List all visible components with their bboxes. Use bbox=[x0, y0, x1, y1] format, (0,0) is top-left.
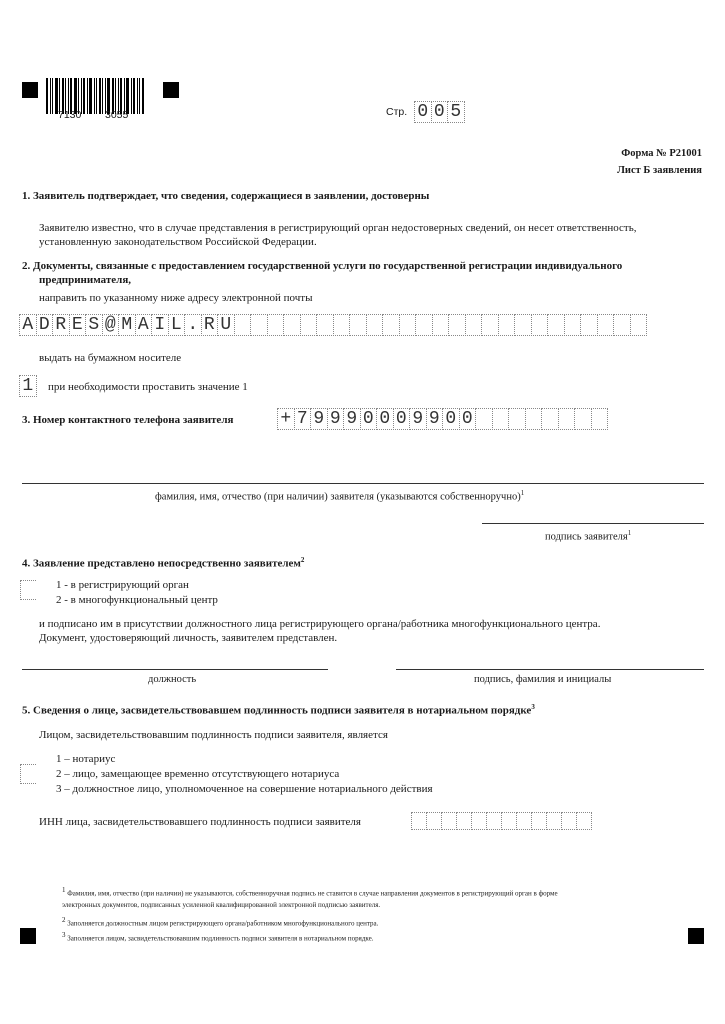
email-char-cell[interactable] bbox=[580, 314, 598, 336]
email-char-cell[interactable] bbox=[382, 314, 400, 336]
email-char-cell[interactable]: @ bbox=[102, 314, 120, 336]
position-caption: должность bbox=[148, 674, 197, 685]
phone-char-cell[interactable]: 0 bbox=[459, 408, 477, 430]
email-char-cell[interactable] bbox=[300, 314, 318, 336]
inn-field[interactable] bbox=[411, 812, 591, 830]
section-4-title: 4. Заявление представлено непосредственно заявителем$^2$ bbox=[22, 556, 305, 570]
phone-char-cell[interactable]: 0 bbox=[442, 408, 460, 430]
section-5-option-2: 2 – лицо, замещающее временно отсутствующего нотариуса bbox=[56, 768, 340, 780]
registration-marker-bottom-left bbox=[20, 928, 36, 944]
email-char-cell[interactable] bbox=[399, 314, 417, 336]
email-char-cell[interactable] bbox=[465, 314, 483, 336]
email-char-cell[interactable]: S bbox=[85, 314, 103, 336]
page-label: Стр. bbox=[386, 106, 408, 118]
barcode-bar bbox=[131, 78, 132, 114]
barcode-bar bbox=[94, 78, 95, 114]
inn-char-cell[interactable] bbox=[546, 812, 562, 830]
official-signature-line bbox=[396, 669, 704, 670]
email-char-cell[interactable] bbox=[448, 314, 466, 336]
paper-label: выдать на бумажном носителе bbox=[39, 352, 182, 364]
email-char-cell[interactable] bbox=[514, 314, 532, 336]
section-2-title: 2. Документы, связанные с предоставлением государственной услуги по государственной регистрации индивидуального bbox=[22, 260, 623, 272]
email-char-cell[interactable] bbox=[547, 314, 565, 336]
section-2-title-2: предпринимателя, bbox=[39, 274, 132, 286]
footnote-3: $^3$ Заполняется лицом, засвидетельствовавшим подлинность подписи заявителя в нотариальном порядке. bbox=[62, 931, 374, 943]
email-char-cell[interactable] bbox=[630, 314, 648, 336]
registration-marker-bottom-right bbox=[688, 928, 704, 944]
section-5-title: 5. Сведения о лице, засвидетельствовавшем подлинность подписи заявителя в нотариальном порядке$^3$ bbox=[22, 703, 535, 717]
email-char-cell[interactable]: A bbox=[135, 314, 153, 336]
email-char-cell[interactable]: D bbox=[36, 314, 54, 336]
barcode-bar bbox=[50, 78, 51, 114]
barcode-bar bbox=[102, 78, 103, 114]
section-1-text-2: установленную законодательством Российской Федерации. bbox=[39, 236, 317, 248]
barcode-bar bbox=[52, 78, 53, 114]
inn-char-cell[interactable] bbox=[456, 812, 472, 830]
barcode-number-left: 7130 bbox=[58, 109, 82, 121]
inn-char-cell[interactable] bbox=[411, 812, 427, 830]
email-char-cell[interactable] bbox=[316, 314, 334, 336]
barcode-bar bbox=[133, 78, 135, 114]
applicant-signature-line bbox=[482, 523, 704, 524]
barcode-bar bbox=[83, 78, 85, 114]
form-number: Форма № Р21001 bbox=[621, 148, 702, 159]
phone-char-cell[interactable]: 0 bbox=[393, 408, 411, 430]
email-char-cell[interactable] bbox=[366, 314, 384, 336]
phone-char-cell[interactable] bbox=[525, 408, 543, 430]
inn-char-cell[interactable] bbox=[561, 812, 577, 830]
registration-marker-top-right bbox=[163, 82, 179, 98]
email-field[interactable] bbox=[19, 314, 646, 336]
barcode-number-right: 3055 bbox=[105, 109, 129, 121]
email-char-cell[interactable]: E bbox=[69, 314, 87, 336]
section-4-option-2: 2 - в многофункциональный центр bbox=[56, 594, 218, 606]
page-digit-cell: 5 bbox=[447, 101, 465, 123]
barcode-bar bbox=[142, 78, 144, 114]
section-4-text: и подписано им в присутствии должностного лица регистрирующего органа/работника многофункционального центра. bbox=[39, 618, 601, 630]
email-char-cell[interactable] bbox=[481, 314, 499, 336]
phone-char-cell[interactable]: 7 bbox=[294, 408, 312, 430]
email-label: направить по указанному ниже адресу электронной почты bbox=[39, 292, 313, 304]
email-char-cell[interactable]: M bbox=[118, 314, 136, 336]
paper-cell[interactable]: 1 bbox=[19, 375, 37, 397]
registration-marker-top-left bbox=[22, 82, 38, 98]
sheet-label: Лист Б заявления bbox=[617, 165, 702, 176]
phone-char-cell[interactable] bbox=[558, 408, 576, 430]
inn-char-cell[interactable] bbox=[516, 812, 532, 830]
section-1-title: 1. Заявитель подтверждает, что сведения, содержащиеся в заявлении, достоверны bbox=[22, 190, 430, 202]
phone-char-cell[interactable] bbox=[591, 408, 609, 430]
phone-char-cell[interactable]: 9 bbox=[343, 408, 361, 430]
phone-char-cell[interactable]: 9 bbox=[409, 408, 427, 430]
phone-char-cell[interactable] bbox=[574, 408, 592, 430]
page-digit-cell: 0 bbox=[431, 101, 449, 123]
notary-checkbox[interactable] bbox=[20, 764, 36, 784]
inn-char-cell[interactable] bbox=[531, 812, 547, 830]
barcode-bar bbox=[139, 78, 140, 114]
footnote-1: $^1$ Фамилия, имя, отчество (при наличии) не указываются, собственноручная подпись не ставится в случае направления документов в регистрирующий орган в форме электронных документов, подписанных усиленной квалифицированной электронной подписью заявителя. bbox=[62, 886, 558, 910]
section-1-text: Заявителю известно, что в случае представления в регистрирующий орган недостоверных сведений, он несет ответственность, bbox=[39, 222, 637, 234]
barcode-bar bbox=[137, 78, 138, 114]
phone-char-cell[interactable]: 9 bbox=[310, 408, 328, 430]
email-char-cell[interactable] bbox=[415, 314, 433, 336]
phone-char-cell[interactable] bbox=[508, 408, 526, 430]
email-char-cell[interactable]: . bbox=[184, 314, 202, 336]
email-char-cell[interactable] bbox=[234, 314, 252, 336]
barcode-bar bbox=[87, 78, 88, 114]
barcode-bar bbox=[99, 78, 101, 114]
paper-field[interactable] bbox=[19, 375, 36, 397]
section-4-text-2: Документ, удостоверяющий личность, заявителем представлен. bbox=[39, 632, 338, 644]
email-char-cell[interactable] bbox=[349, 314, 367, 336]
submission-checkbox[interactable] bbox=[20, 580, 36, 600]
section-5-intro: Лицом, засвидетельствовавшим подлинность подписи заявителя, является bbox=[39, 729, 388, 741]
section-5-option-1: 1 – нотариус bbox=[56, 753, 116, 765]
phone-char-cell[interactable] bbox=[475, 408, 493, 430]
section-5-option-3: 3 – должностное лицо, уполномоченное на совершение нотариального действия bbox=[56, 783, 433, 795]
phone-char-cell[interactable]: 9 bbox=[327, 408, 345, 430]
email-char-cell[interactable]: L bbox=[168, 314, 186, 336]
email-char-cell[interactable] bbox=[267, 314, 285, 336]
email-char-cell[interactable] bbox=[498, 314, 516, 336]
applicant-signature-caption: подпись заявителя$^1$ bbox=[545, 529, 632, 543]
fio-caption: фамилия, имя, отчество (при наличии) заявителя (указываются собственноручно)$^1$ bbox=[155, 489, 525, 503]
email-char-cell[interactable] bbox=[531, 314, 549, 336]
inn-char-cell[interactable] bbox=[441, 812, 457, 830]
phone-char-cell[interactable] bbox=[492, 408, 510, 430]
barcode-bar bbox=[89, 78, 92, 114]
inn-char-cell[interactable] bbox=[576, 812, 592, 830]
email-char-cell[interactable] bbox=[564, 314, 582, 336]
footnote-2: $^2$ Заполняется должностным лицом регистрирующего органа/работником многофункционального центра. bbox=[62, 916, 379, 928]
inn-char-cell[interactable] bbox=[471, 812, 487, 830]
email-char-cell[interactable] bbox=[597, 314, 615, 336]
page-digit-cell: 0 bbox=[414, 101, 432, 123]
position-line bbox=[22, 669, 328, 670]
inn-char-cell[interactable] bbox=[501, 812, 517, 830]
phone-char-cell[interactable]: 0 bbox=[360, 408, 378, 430]
barcode-bar bbox=[46, 78, 48, 114]
inn-char-cell[interactable] bbox=[486, 812, 502, 830]
section-4-option-1: 1 - в регистрирующий орган bbox=[56, 579, 189, 591]
email-char-cell[interactable] bbox=[283, 314, 301, 336]
email-char-cell[interactable]: I bbox=[151, 314, 169, 336]
email-char-cell[interactable] bbox=[250, 314, 268, 336]
email-char-cell[interactable] bbox=[432, 314, 450, 336]
email-char-cell[interactable] bbox=[333, 314, 351, 336]
email-char-cell[interactable]: R bbox=[52, 314, 70, 336]
phone-char-cell[interactable] bbox=[541, 408, 559, 430]
email-char-cell[interactable]: U bbox=[217, 314, 235, 336]
fio-line bbox=[22, 483, 704, 484]
inn-char-cell[interactable] bbox=[426, 812, 442, 830]
phone-char-cell[interactable]: + bbox=[277, 408, 295, 430]
email-char-cell[interactable]: R bbox=[201, 314, 219, 336]
official-signature-caption: подпись, фамилия и инициалы bbox=[474, 674, 612, 685]
section-3-title: 3. Номер контактного телефона заявителя bbox=[22, 414, 234, 426]
phone-char-cell[interactable]: 9 bbox=[426, 408, 444, 430]
inn-label: ИНН лица, засвидетельствовавшего подлинность подписи заявителя bbox=[39, 816, 361, 828]
barcode-bar bbox=[96, 78, 97, 114]
page-number-cells bbox=[414, 101, 464, 123]
email-char-cell[interactable] bbox=[613, 314, 631, 336]
phone-char-cell[interactable]: 0 bbox=[376, 408, 394, 430]
email-char-cell[interactable]: A bbox=[19, 314, 37, 336]
phone-field[interactable] bbox=[277, 408, 607, 430]
paper-hint: при необходимости проставить значение 1 bbox=[48, 381, 248, 393]
